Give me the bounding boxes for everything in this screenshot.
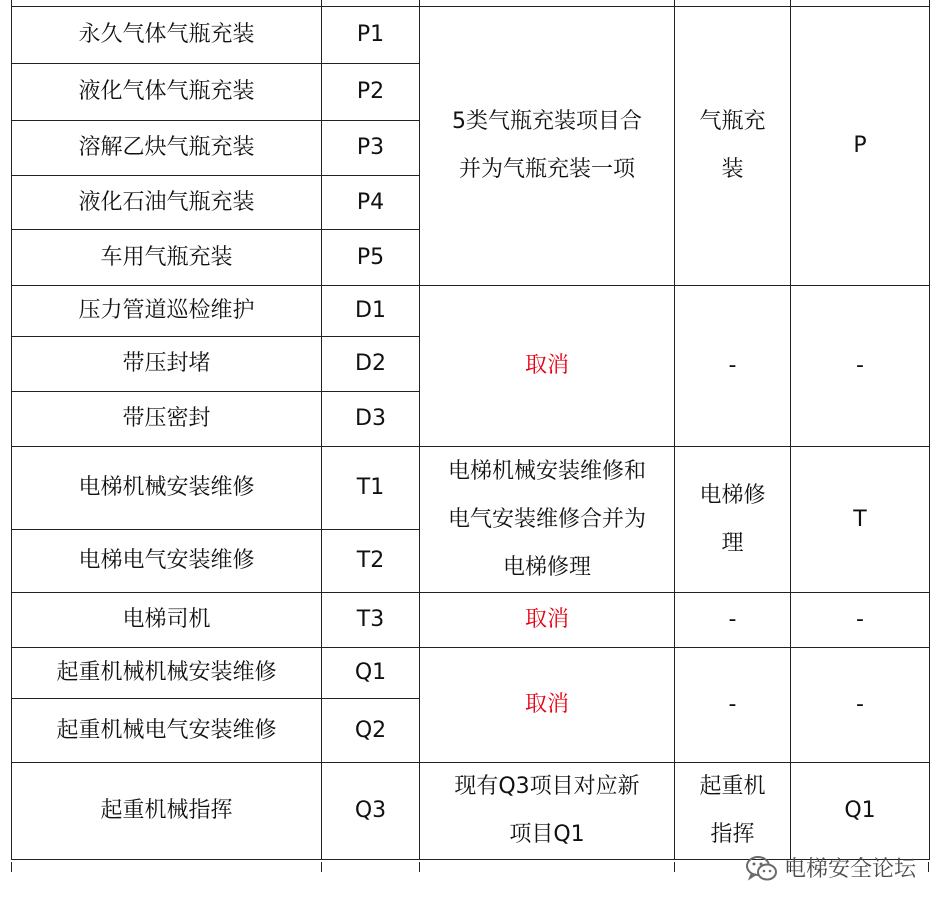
new-item-line: 装 [721, 157, 744, 182]
new-item-cell [675, 7, 791, 286]
item-code-cell: P1 [322, 7, 420, 64]
item-code-cell: T3 [322, 593, 420, 648]
new-code-cell: P [791, 7, 930, 286]
new-code-cell: - [791, 648, 930, 763]
item-name-cell: 带压封堵 [12, 337, 322, 392]
new-item-line: 气瓶充 [699, 109, 766, 134]
new-item-line: 电梯修 [699, 482, 766, 508]
item-code-cell: P3 [322, 121, 420, 176]
item-name-cell: 电梯机械安装维修 [12, 447, 322, 530]
item-name-cell: 车用气瓶充装 [12, 230, 322, 286]
new-item-cell: - [675, 593, 791, 648]
new-code-cell: - [791, 286, 930, 447]
change-note-line: 5类气瓶充装项目合 [452, 109, 642, 134]
new-item-cell [675, 763, 791, 860]
table-row [12, 593, 930, 648]
change-note-line: 项目Q1 [509, 822, 585, 847]
new-item-line: 起重机 [699, 774, 766, 799]
change-note-cell: 取消 [420, 593, 675, 648]
item-code-cell: D3 [322, 392, 420, 447]
new-item-line: 理 [721, 530, 744, 556]
item-name-cell: 电梯电气安装维修 [12, 530, 322, 593]
change-note-line: 电梯机械安装维修和 [447, 458, 646, 484]
item-code-cell: T1 [322, 447, 420, 530]
item-name-cell: 压力管道巡检维护 [12, 286, 322, 337]
new-item-cell [675, 447, 791, 593]
item-code-cell: Q3 [322, 763, 420, 860]
change-note-cell [420, 763, 675, 860]
item-code-cell: T2 [322, 530, 420, 593]
item-name-cell: 起重机械指挥 [12, 763, 322, 860]
wechat-icon [746, 855, 776, 881]
new-code-cell: T [791, 447, 930, 593]
new-code-cell: - [791, 593, 930, 648]
change-note-cell [420, 447, 675, 593]
table-divider [419, 862, 420, 872]
item-name-cell: 起重机械电气安装维修 [12, 699, 322, 763]
item-code-cell: P5 [322, 230, 420, 286]
table-divider [674, 862, 675, 872]
new-item-cell: - [675, 648, 791, 763]
item-name-cell: 永久气体气瓶充装 [12, 7, 322, 64]
table-divider [928, 862, 929, 872]
new-code-cell: Q1 [791, 763, 930, 860]
table-row [12, 286, 930, 337]
item-code-cell: D2 [322, 337, 420, 392]
item-name-cell: 液化气体气瓶充装 [12, 64, 322, 121]
table-divider [321, 862, 322, 872]
qualification-table [11, 0, 930, 860]
change-note-cell [420, 7, 675, 286]
item-name-cell: 液化石油气瓶充装 [12, 176, 322, 230]
change-note-cell: 取消 [420, 648, 675, 763]
item-name-cell: 起重机械机械安装维修 [12, 648, 322, 699]
item-code-cell: P4 [322, 176, 420, 230]
watermark [746, 852, 916, 883]
change-note-line: 电气安装维修合并为 [447, 506, 646, 532]
item-name-cell: 电梯司机 [12, 593, 322, 648]
table-row [12, 447, 930, 530]
new-item-cell: - [675, 286, 791, 447]
change-note-line: 现有Q3项目对应新 [454, 774, 640, 799]
change-note-line: 并为气瓶充装一项 [458, 157, 635, 182]
item-code-cell: D1 [322, 286, 420, 337]
table-row [12, 648, 930, 699]
item-code-cell: Q1 [322, 648, 420, 699]
item-code-cell: Q2 [322, 699, 420, 763]
item-name-cell: 带压密封 [12, 392, 322, 447]
table-row [12, 763, 930, 860]
change-note-cell: 取消 [420, 286, 675, 447]
watermark-text: 电梯安全论坛 [783, 857, 916, 882]
table-row [12, 7, 930, 64]
new-item-line: 指挥 [710, 822, 755, 847]
change-note-line: 电梯修理 [502, 554, 591, 580]
item-name-cell: 溶解乙炔气瓶充装 [12, 121, 322, 176]
item-code-cell: P2 [322, 64, 420, 121]
